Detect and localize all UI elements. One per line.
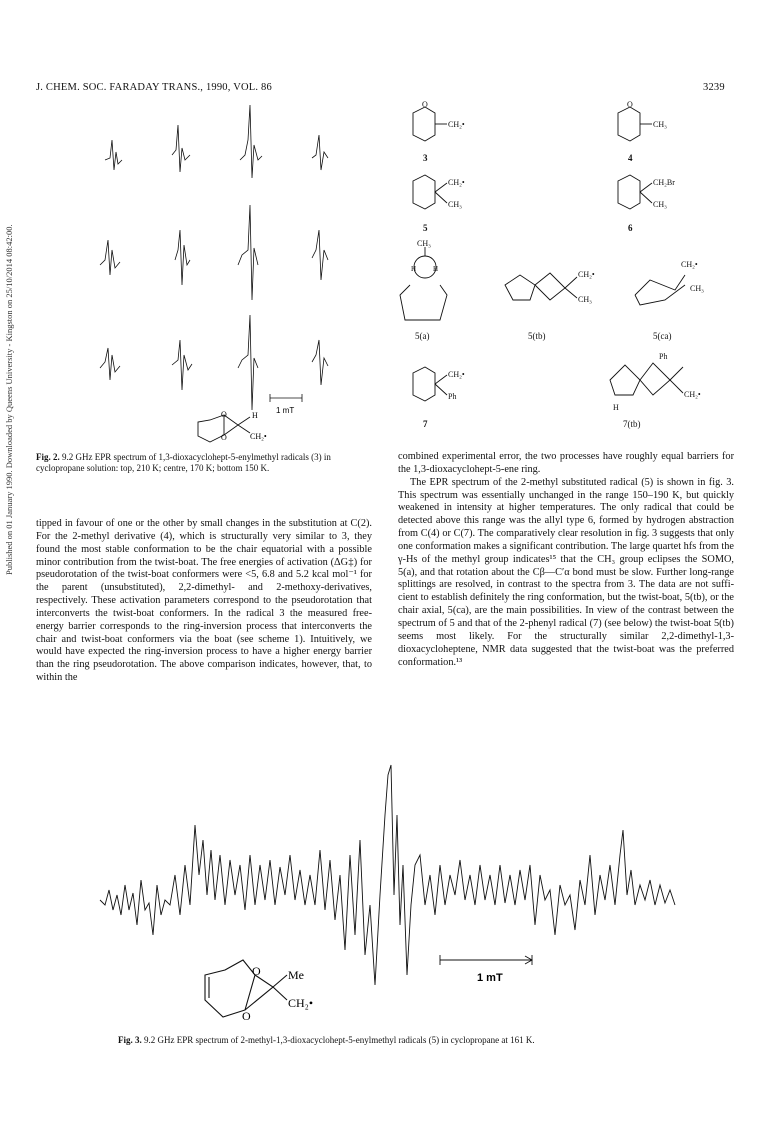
struct-7tb-group: CH₂• [684, 390, 701, 399]
struct-5ca-ring [635, 275, 685, 295]
struct-7-group: Ph [448, 392, 457, 401]
struct-5a-group: CH₃ [417, 239, 431, 248]
struct-5tb-label: 5(tb) [528, 331, 546, 341]
running-header: J. CHEM. SOC. FARADAY TRANS., 1990, VOL. 86 [36, 82, 272, 93]
fig2-trace-mid-2 [175, 230, 190, 285]
atom-label: H [252, 411, 258, 420]
right-paragraph-2: The EPR spectrum of the 2-methyl substituted radical (5) is shown in fig. 3. This spectrum was essentially unchanged in the range 150–190 K, but quickly weakened in intensity at higher temperatures. The only radical that could be detected above this range was the allyl type 6, formed by hydrogen abstraction from C(4) or C(7). The comparatively clear resolution in fig. 3 suggests that only one conformation makes a significant contribution. The large quartet hfs from the γ-Hs of the methyl group indicates¹⁵ that the CH₃ group eclipses the SOMO, 5(a), and that rotation about the Cβ—C′α bond must be slow. Further long-range splittings are resolved, in contrast to the spectra from 3. The data are not sufficient to establish definitely the ring conformation, but the twist-boat, 5(tb), or the chair axial, 5(ca), are the main possibilities. In view of the contrast between the spectrum of 5 and that of the 2-phenyl radical (7) (see below) the twist-boat 5(tb) seems most likely. For the structurally similar 2,2-dimethyl-1,3-dioxacycloheptene, NMR data suggested that the twist-boat was the preferred conformation.¹³ [398, 476, 734, 668]
fig2-trace-top-1 [105, 140, 122, 170]
fig2-trace-top-3 [240, 105, 262, 178]
struct-5ca-label: 5(ca) [653, 331, 672, 341]
fig2-trace-mid-1 [100, 240, 120, 275]
struct-5tb-group: CH₃ [578, 295, 592, 304]
struct-5-group: CH₃ [448, 200, 462, 209]
left-column [36, 518, 372, 685]
fig2-spectra [90, 100, 370, 460]
atom-label: CH₂• [250, 432, 267, 441]
atom-label: O [242, 1009, 251, 1023]
fig2-trace-bot-1 [100, 348, 120, 380]
fig3-caption [118, 1035, 678, 1046]
fig2-trace-top-2 [172, 125, 190, 172]
struct-7tb-group: Ph [659, 352, 668, 361]
struct-5a-label: 5(a) [415, 331, 430, 341]
atom-label: O [627, 100, 633, 109]
struct-5tb-ring [505, 275, 535, 300]
struct-7-label: 7 [423, 419, 428, 429]
fig3-trace [100, 765, 675, 985]
fig3-caption-label: Fig. 3. [118, 1035, 142, 1045]
fig2-trace-top-4 [312, 135, 328, 170]
fig2-trace-bot-4 [312, 340, 328, 385]
struct-5-label: 5 [423, 223, 428, 233]
structures-panel [385, 95, 735, 435]
fig3-scale-label: 1 mT [477, 972, 503, 984]
struct-7tb-label: 7(tb) [623, 419, 641, 429]
struct-7-group: CH₂• [448, 370, 465, 379]
fig3-caption-text: 9.2 GHz EPR spectrum of 2-methyl-1,3-dioxacyclohept-5-enylmethyl radicals (5) in cyclopropane at 161 K. [141, 1035, 535, 1045]
struct-5a-h: H [411, 265, 417, 273]
struct-6-group: CH₂Br [653, 178, 675, 187]
right-paragraph-1: combined experimental error, the two processes have roughly equal barriers for the 1,3-dioxacyclohept-5-ene ring. [398, 451, 734, 475]
fig2-caption [36, 452, 366, 474]
struct-6-label: 6 [628, 223, 633, 233]
struct-6-ring [618, 175, 640, 209]
atom-label: Me [288, 968, 304, 982]
left-paragraph: tipped in favour of one or the other by small changes in the substitution at C(2). For the 2-methyl derivative (4), which is structurally very similar to 3, they found the most stable conformation to be the chair equatorial with a possible minor contribution from the twist-boat. The free energies of activation (ΔG‡) for pseudorotation of the twist-boat conformers were <5, 6.8 and 5.2 kcal mol⁻¹ for the parent (unsubstituted), 2,2-dimethyl- and 2-methoxy-derivatives, respectively. These activation parameters correspond to the pseudorotation that interconverts the twist-boat conformers. In the radical 3 the measured free-energy barrier corresponds to the ring-inversion process that interconverts the chair and twist-boat conformers via the boat (see scheme 1). Intuitively, we would have expected the ring-inversion process to have a higher energy barrier than the ring pseudorotation. The above comparison indicates, however, that, to within the [36, 518, 372, 684]
struct-5a-h: H [433, 265, 439, 273]
struct-5tb-group: CH₂• [578, 270, 595, 279]
struct-3-label: 3 [423, 153, 428, 163]
fig3-spectrum [95, 755, 685, 1025]
right-column [398, 451, 734, 669]
struct-5-ring [413, 175, 435, 209]
fig2-caption-text: 9.2 GHz EPR spectrum of 1,3-dioxacyclohept-5-enylmethyl radicals (3) in cyclopropane solution: top, 210 K; centre, 170 K; bottom 150 K. [36, 452, 331, 473]
atom-label: O [221, 410, 227, 419]
fig2-trace-bot-3 [238, 315, 258, 410]
struct-7tb-ring [610, 365, 640, 395]
download-notice: Published on 01 January 1990. Downloaded by Queens University - Kingston on 25/10/2014 08:42:00. [4, 224, 14, 576]
struct-4-group: CH₃ [653, 120, 667, 129]
page-number: 3239 [703, 82, 725, 93]
struct-3-ring [413, 107, 435, 141]
fig2-scale-label: 1 mT [276, 406, 295, 415]
atom-label: CH₂• [288, 996, 314, 1010]
fig2-trace-mid-3 [238, 205, 258, 300]
struct-6-group: CH₃ [653, 200, 667, 209]
atom-label: O [252, 964, 261, 978]
struct-5-group: CH₂• [448, 178, 465, 187]
struct-3-group: CH₂• [448, 120, 465, 129]
fig2-trace-mid-4 [312, 230, 328, 280]
struct-7-ring [413, 367, 435, 401]
struct-4-label: 4 [628, 153, 633, 163]
struct-5ca-group: CH₂• [681, 260, 698, 269]
fig2-trace-bot-2 [172, 340, 192, 390]
fig2-caption-label: Fig. 2. [36, 452, 60, 462]
atom-label: O [422, 100, 428, 109]
struct-7tb-h: H [613, 403, 619, 412]
struct-4-ring [618, 107, 640, 141]
struct-5ca-group: CH₃ [690, 284, 704, 293]
atom-label: O [221, 433, 227, 442]
